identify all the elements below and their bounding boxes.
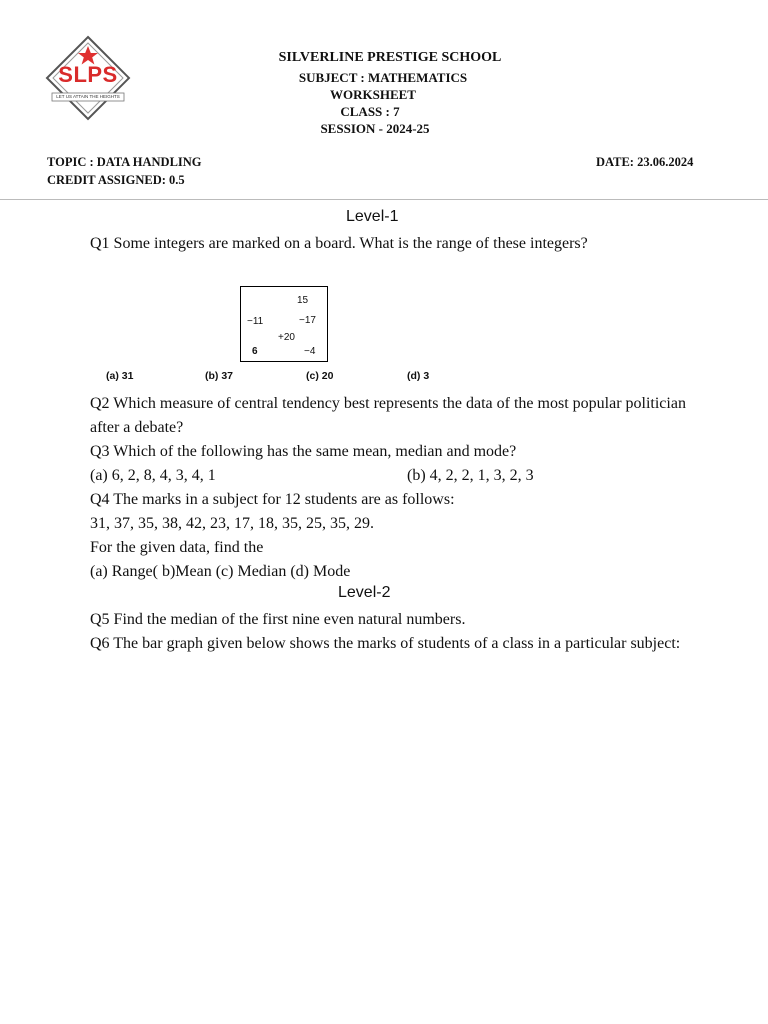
level-1-heading: Level-1	[346, 208, 399, 225]
header-divider	[0, 199, 768, 200]
question-3: Q3 Which of the following has the same mean, median and mode?	[90, 443, 517, 460]
question-5: Q5 Find the median of the first nine even natural numbers.	[90, 611, 466, 628]
board-value: −11	[247, 316, 264, 327]
option-value: 37	[221, 370, 234, 382]
board-value: +20	[278, 332, 295, 343]
class-line: CLASS : 7	[340, 104, 400, 119]
question-4-parts: (a) Range( b)Mean (c) Median (d) Mode	[90, 563, 351, 580]
option-a	[106, 370, 133, 382]
question-1: Q1 Some integers are marked on a board. What is the range of these integers?	[90, 235, 588, 252]
option-b	[205, 370, 233, 382]
board-value: 6	[252, 346, 258, 357]
logo-text: SLPS	[58, 62, 118, 87]
question-4-line-3: For the given data, find the	[90, 539, 264, 556]
question-4-line-1: Q4 The marks in a subject for 12 students are as follows:	[90, 491, 455, 508]
credit-assigned: CREDIT ASSIGNED: 0.5	[47, 173, 185, 187]
option-d	[407, 370, 429, 382]
date: DATE: 23.06.2024	[596, 155, 694, 169]
option-letter: (c)	[306, 370, 319, 382]
question-3-option-b: (b) 4, 2, 2, 1, 3, 2, 3	[407, 467, 534, 484]
topic: TOPIC : DATA HANDLING	[47, 155, 202, 169]
question-3-option-a: (a) 6, 2, 8, 4, 3, 4, 1	[90, 467, 216, 484]
board-value: 15	[297, 295, 309, 306]
worksheet-label: WORKSHEET	[330, 87, 416, 102]
option-letter: (a)	[106, 370, 119, 382]
option-value: 20	[321, 370, 334, 382]
session-line: SESSION - 2024-25	[320, 121, 430, 136]
question-2-line-1: Q2 Which measure of central tendency best represents the data of the most popular politician	[90, 395, 686, 412]
board-value: −4	[304, 346, 316, 357]
option-letter: (d)	[407, 370, 421, 382]
option-value: 3	[423, 370, 430, 382]
school-name: SILVERLINE PRESTIGE SCHOOL	[278, 50, 502, 65]
question-4-data: 31, 37, 35, 38, 42, 23, 17, 18, 35, 25, 35, 29.	[90, 515, 374, 532]
option-value: 31	[121, 370, 134, 382]
logo-motto: LET US ATTAIN THE HEIGHTS	[56, 94, 120, 99]
option-c	[306, 370, 333, 382]
board-value: −17	[299, 315, 316, 326]
question-2-line-2: after a debate?	[90, 419, 184, 436]
question-6: Q6 The bar graph given below shows the marks of students of a class in a particular subject:	[90, 635, 681, 652]
subject-line: SUBJECT : MATHEMATICS	[298, 70, 468, 85]
level-2-heading: Level-2	[338, 584, 391, 601]
option-letter: (b)	[205, 370, 219, 382]
school-logo	[44, 34, 132, 122]
